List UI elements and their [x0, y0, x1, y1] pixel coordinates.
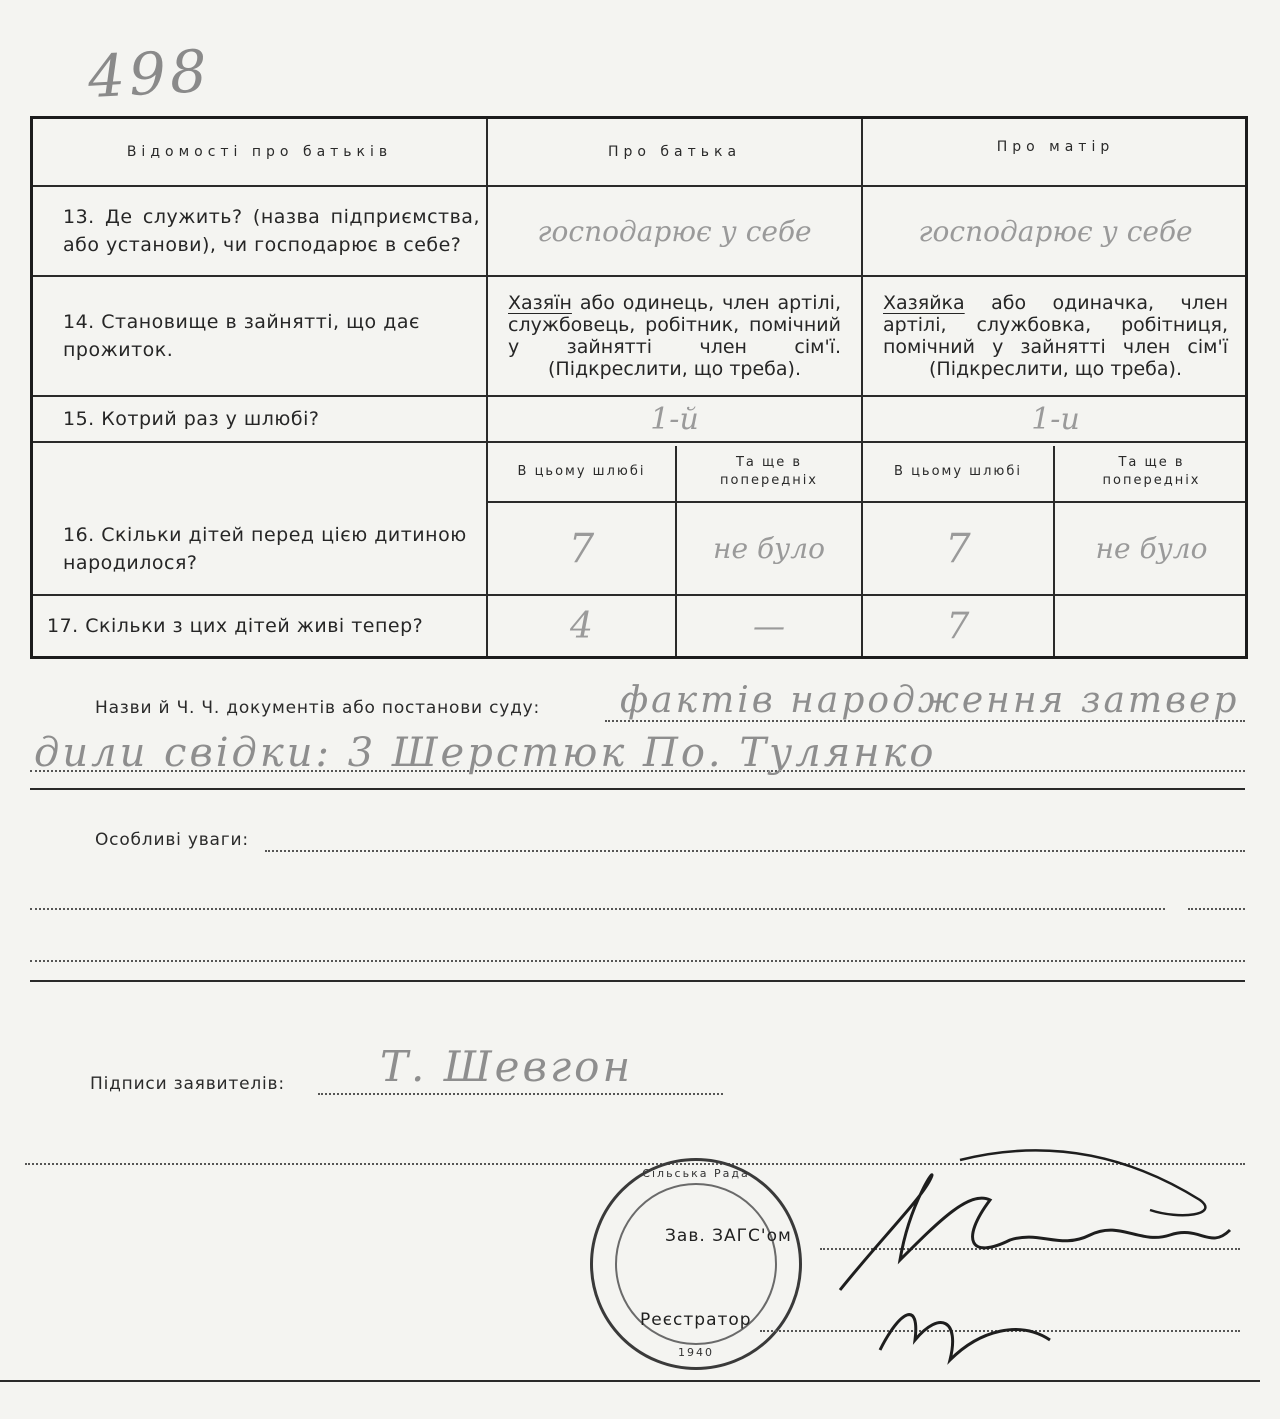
mother-workplace: господарює у себе [918, 214, 1193, 248]
documents-handwritten-2: дили свідки: 3 Шерстюк По. Тулянко [34, 730, 937, 776]
head-registry-label: Зав. ЗАГС'ом [665, 1226, 792, 1246]
question-13: 13. Де служить? (назва підприємства, або установи), чи господарює в себе? [63, 206, 480, 256]
remarks-line-1 [265, 850, 1245, 852]
mother-occupation-text: або одиначка, член артілі, службовка, робітниця, помічний у зайнятті член сім'ї (Підкреслити, що треба). [883, 292, 1228, 380]
header-father: Про батька [607, 144, 742, 160]
official-stamp [590, 1158, 802, 1370]
header-parents-info: Відомості про батьків [126, 144, 393, 160]
father-occupation-options [488, 277, 861, 395]
archive-number: 498 [86, 36, 213, 112]
subheader-father-this-marriage: В цьому шлюбі [517, 464, 646, 479]
signature-stroke [880, 1315, 1050, 1360]
remarks-line-2 [30, 908, 1165, 910]
mother-children-this: 7 [945, 525, 971, 572]
subheader-mother-previous: Та ще в попередніх [1102, 455, 1201, 488]
remarks-line-3 [30, 960, 1245, 962]
question-14: 14. Становище в зайнятті, що дає прожиток. [63, 311, 420, 361]
remarks-label: Особливі уваги: [95, 830, 249, 850]
question-16: 16. Скільки дітей перед цією дитиною народилося? [63, 523, 467, 574]
parents-info-table [30, 116, 1248, 659]
mother-living-previous [1055, 596, 1248, 656]
subheader-mother-this-marriage: В цьому шлюбі [894, 464, 1022, 479]
stamp-text: Сільська Рада [642, 1167, 750, 1180]
remarks-line-2b [1188, 908, 1245, 910]
subheader-father-previous: Та ще в попередніх [720, 455, 818, 488]
mother-occupation-selected: Хазяйка [883, 292, 965, 314]
head-signature [820, 1140, 1240, 1390]
separator [30, 980, 1245, 982]
signature-stroke [840, 1175, 1230, 1290]
bottom-rule [0, 1380, 1260, 1382]
mother-children-previous: не було [1095, 532, 1208, 565]
documents-handwritten-1: фактів народження затвер [620, 680, 1240, 721]
father-living-this: 4 [570, 605, 593, 647]
registrar-label: Реєстратор [640, 1310, 752, 1330]
signature-stroke [960, 1150, 1205, 1215]
father-workplace: господарює у себе [537, 214, 812, 248]
applicants-label: Підписи заявителів: [90, 1074, 285, 1094]
applicants-line [318, 1093, 723, 1095]
stamp-year: 1940 [678, 1346, 714, 1359]
mother-occupation-options [863, 277, 1248, 395]
mother-marriage-count: 1-и [1031, 401, 1080, 437]
question-15: 15. Котрий раз у шлюбі? [63, 408, 320, 430]
father-children-previous: не було [713, 532, 825, 565]
father-marriage-count: 1-й [650, 401, 699, 437]
father-occupation-text: або одинець, член артілі, службовець, робітник, помічний у зайнятті член сім'ї. (Підкреслити, що треба). [508, 292, 841, 380]
header-mother: Про матір [996, 139, 1115, 155]
documents-label: Назви й Ч. Ч. документів або постанови суду: [95, 698, 541, 718]
father-occupation-selected: Хазяїн [508, 292, 572, 314]
father-children-this: 7 [568, 525, 595, 572]
applicant-signature: Т. Шевгон [380, 1042, 634, 1091]
question-17: 17. Скільки з цих дітей живі тепер? [47, 615, 424, 637]
separator [30, 788, 1245, 790]
mother-living-this: 7 [946, 605, 970, 647]
father-living-previous: — [753, 607, 785, 645]
